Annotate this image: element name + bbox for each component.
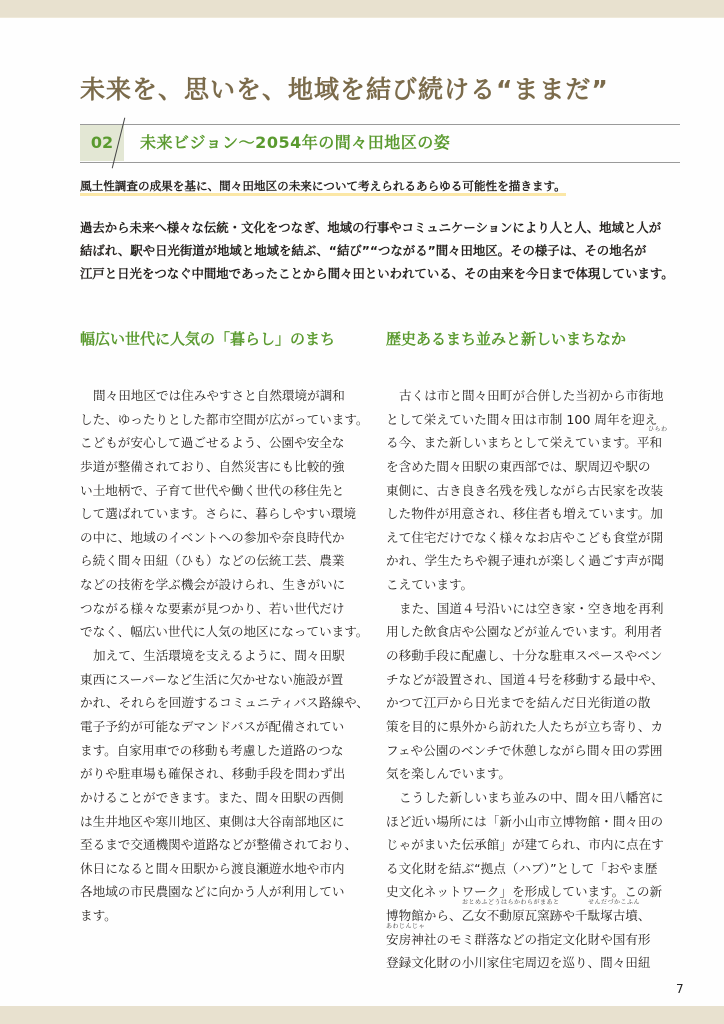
text-line: ほど近い場所には「新小山市立博物館・間々田の: [386, 813, 664, 829]
section-title: 未来ビジョン～2054年の間々田地区の姿: [140, 133, 451, 152]
text-line: の中に、地域のイベントへの参加や奈良時代か: [80, 529, 345, 545]
text-line: じゃがまいた伝承館」が建てられ、市内に点在す: [386, 837, 664, 853]
text-line: こどもが安心して過ごせるよう、公園や安全な: [80, 435, 345, 451]
text-line: い土地柄で、子育て世代や働く世代の移住先と: [80, 482, 345, 498]
text-line: ら続く間々田紐（ひも）などの伝統工芸、農業: [80, 553, 345, 569]
text-line: 史文化ネットワーク」を形成しています。この新: [386, 884, 663, 900]
intro-line: 過去から未来へ様々な伝統・文化をつなぎ、地域の行事やコミュニケーションにより人と人、地域と人が: [80, 220, 662, 235]
text-line: こえています。: [386, 577, 474, 593]
left-column-body: [80, 384, 370, 928]
left-column-heading: 幅広い世代に人気の「暮らし」のまち: [80, 330, 336, 348]
text-line: かれ、学生たちや親子連れが楽しく過ごす声が聞: [386, 553, 664, 569]
ruby-sendazuka: せんだづかこふん: [588, 899, 641, 907]
ruby-awajinja: あわじんじゃ: [386, 922, 426, 930]
text-line: 登録文化財の小川家住宅周辺を巡り、間々田紐: [386, 955, 651, 971]
text-line: 休日になると間々田駅から渡良瀬遊水地や市内: [80, 860, 345, 876]
text-line: ます。: [80, 908, 117, 924]
text-line: の移動手段に配慮し、十分な駐車スペースやベン: [386, 648, 663, 664]
text-line: を含めた間々田駅の東西部では、駅周辺や駅の: [386, 458, 651, 474]
text-line: 各地域の市民農園などに向かう人が利用してい: [80, 884, 345, 900]
right-column-body: [386, 384, 676, 975]
text-line: チなどが設置され、国道４号を移動する最中や、: [386, 671, 664, 687]
bottom-band: [0, 1006, 724, 1024]
text-line: また、国道４号沿いには空き家・空き地を再利: [399, 600, 664, 616]
page-title: 未来を、思いを、地域を結び続ける“ままだ”: [80, 75, 609, 104]
text-line: として栄えていた間々田は市制 100 周年を迎え: [386, 411, 658, 427]
intro-line: 江戸と日光をつなぐ中間地であったことから間々田といわれている、その由来を今日まで体現しています。: [80, 266, 674, 281]
text-line: して選ばれています。さらに、暮らしやすい環境: [80, 506, 357, 522]
text-line: フェや公園のベンチで休憩しながら間々田の雰囲: [386, 742, 663, 758]
text-line: 東西にスーパーなど生活に欠かせない施設が置: [80, 671, 344, 687]
text-line: 博物館から、乙女不動原瓦窯跡や千駄塚古墳、: [386, 908, 651, 924]
text-line: 安房神社のモミ群落などの指定文化財や国有形: [386, 931, 651, 947]
text-line: 至るまで交通機関や道路などが整備されており、: [80, 837, 358, 853]
text-line: などの技術を学ぶ機会が設けられ、生きがいに: [80, 577, 346, 593]
text-line: かけることができます。また、間々田駅の西側: [80, 789, 344, 805]
section-header: [80, 124, 680, 163]
page-number: 7: [676, 982, 684, 996]
intro-paragraph: [80, 216, 680, 285]
text-line: えて住宅だけでなく様々なお店やこども食堂が開: [386, 529, 664, 545]
text-line: は生井地区や寒川地区、東側は大谷南部地区に: [80, 813, 345, 829]
text-line: 間々田地区では住みやすさと自然環境が調和: [93, 388, 345, 403]
section-number: 02: [80, 125, 124, 161]
text-line-with-ruby: [386, 922, 676, 952]
text-line: つながる様々な要素が見つかり、若い世代だけ: [80, 600, 345, 616]
text-line: 用した飲食店や公園などが並んでいます。利用者: [386, 624, 663, 640]
right-column-heading: 歴史あるまち並みと新しいまちなか: [386, 330, 627, 348]
ruby-otome: おとめふどうはらかわらがまあと: [462, 899, 560, 907]
text-line: こうした新しいまち並みの中、間々田八幡宮に: [399, 789, 664, 805]
ruby-hirawa: ひらわ: [648, 426, 668, 434]
intro-line: 結ばれ、駅や日光街道が地域と地域を結ぶ、“結び”“つながる”間々田地区。その様子は、その地名が: [80, 243, 647, 258]
lead-sentence: 風土性調査の成果を基に、間々田地区の未来について考えられるあらゆる可能性を描きます。: [80, 178, 566, 196]
text-line-with-ruby: [386, 426, 676, 455]
text-line: かれ、それらを回遊するコミュニティバス路線や、: [80, 695, 369, 711]
right-column: [386, 327, 676, 975]
text-line: 策を目的に県外から訪れた人たちが立ち寄り、カ: [386, 718, 664, 734]
text-line: る今、また新しいまちとして栄えています。平和: [386, 435, 663, 451]
text-line: 気を楽しんでいます。: [386, 766, 511, 782]
text-line: かつて江戸から日光までを結んだ日光街道の散: [386, 695, 651, 711]
text-line: 加えて、生活環境を支えるように、間々田駅: [93, 648, 345, 664]
text-line-with-ruby: [386, 899, 676, 928]
text-line: る文化財を結ぶ“拠点（ハブ）”として「おやま歴: [386, 860, 658, 876]
text-line: がりや駐車場も確保され、移動手段を問わず出: [80, 766, 346, 782]
text-line: 歩道が整備されており、自然災害にも比較的強: [80, 458, 345, 474]
text-line: 東側に、古き良き名残を残しながら古民家を改装: [386, 482, 664, 498]
text-line: 古くは市と間々田町が合併した当初から市街地: [399, 388, 664, 403]
text-line: した物件が用意され、移住者も増えています。加: [386, 506, 663, 522]
text-line: ます。自家用車での移動も考慮した道路のつな: [80, 742, 344, 758]
text-line: でなく、幅広い世代に人気の地区になっています。: [80, 624, 369, 640]
left-column: [80, 327, 370, 928]
top-band: [0, 0, 724, 18]
text-line: 電子予約が可能なデマンドバスが配備されてい: [80, 718, 345, 734]
text-line: した、ゆったりとした都市空間が広がっています。: [80, 411, 369, 427]
